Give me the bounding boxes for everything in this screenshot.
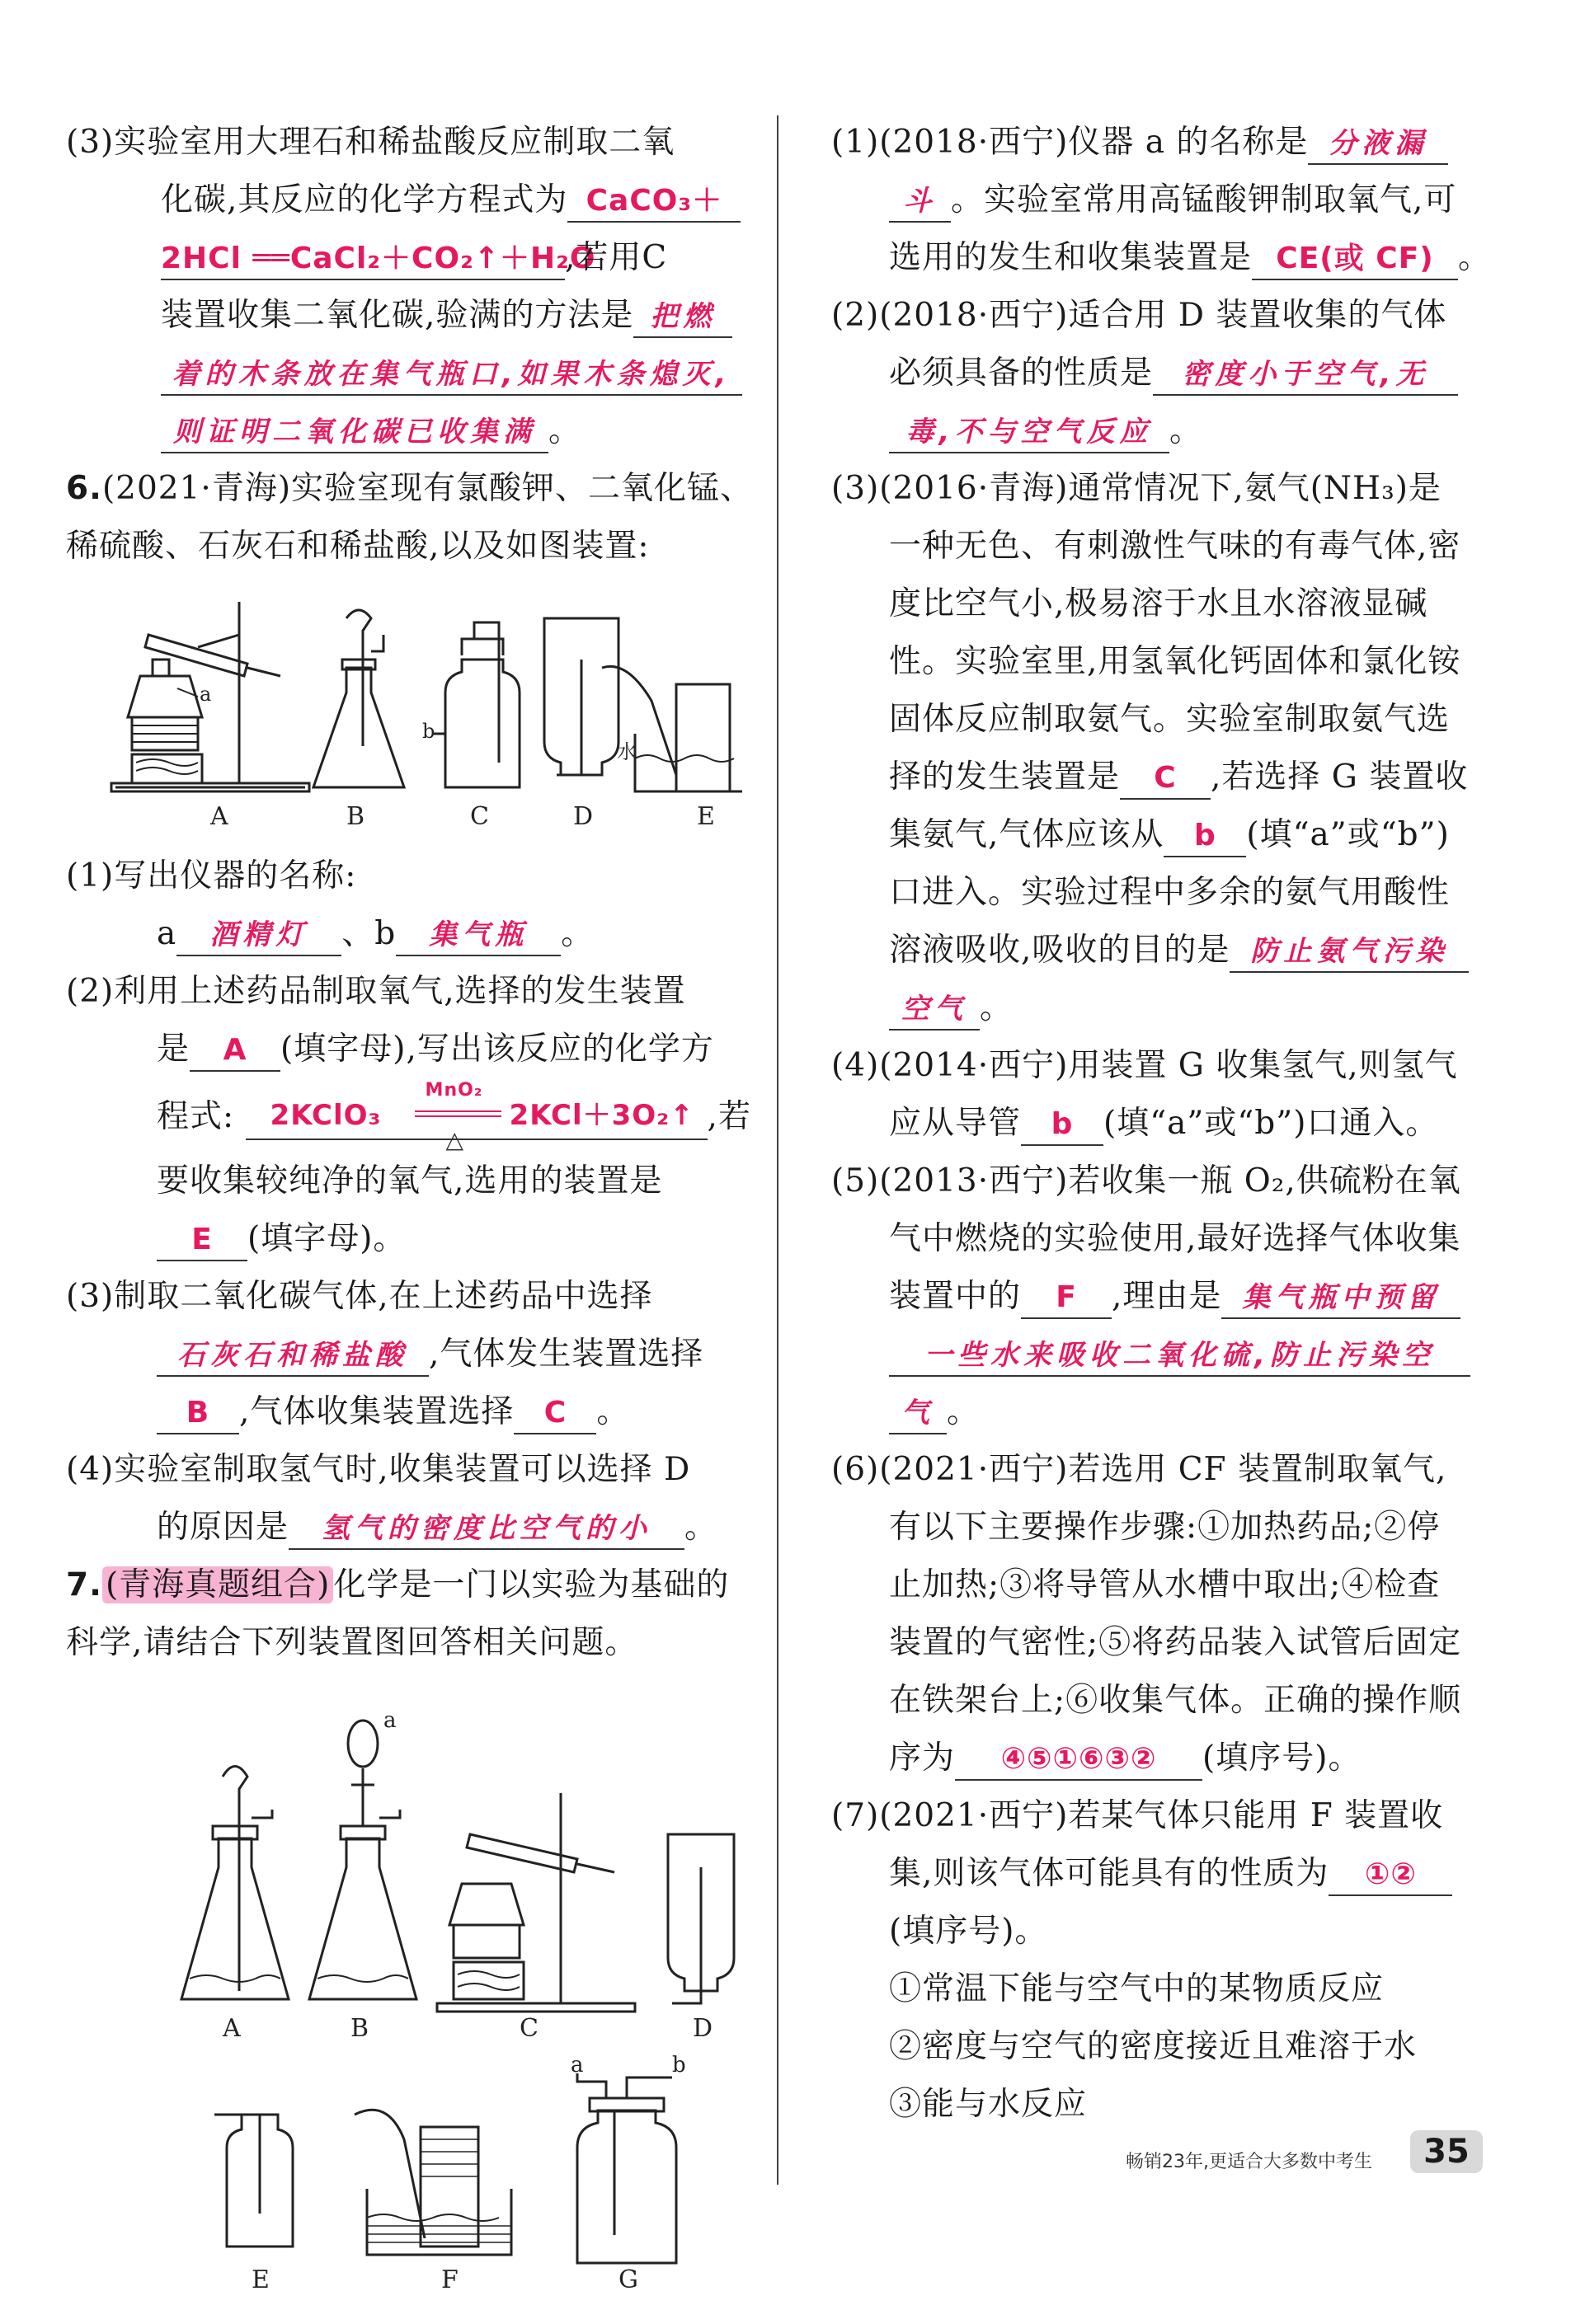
answer-collector-c: C <box>514 1393 596 1434</box>
fig2-label-b: B <box>350 2014 369 2040</box>
fig1-label-a: A <box>210 802 228 831</box>
fig3-label-f: F <box>441 2265 459 2294</box>
q5-part3-line5 <box>161 350 742 397</box>
q7-part6-line4: 装置的气密性;⑤将药品装入试管后固定 <box>889 1624 1462 1661</box>
fig2-label-a: A <box>223 2014 241 2040</box>
fig3-pointer-a: a <box>571 2053 584 2078</box>
q7-part3-line3: 度比空气小,极易溶于水且水溶液显碱 <box>889 585 1428 622</box>
q7-part6-line1: (6)(2021·西宁)若选用 CF 装置制取氧气, <box>831 1451 1447 1488</box>
fig1-label-e: E <box>697 802 715 831</box>
fig2-label-c: C <box>520 2014 539 2040</box>
apparatus-figure-3-svg <box>214 2049 709 2296</box>
q7-part2-line2: 必须具备的性质是 密度小于空气,无 <box>889 350 1458 397</box>
apparatus-figure-2 <box>165 1678 742 2040</box>
q7-part3-line10: 空气 。 <box>889 985 1013 1031</box>
q7-part5-line5: 气 。 <box>889 1389 980 1435</box>
answer-operation-order: ④⑤①⑥③② <box>955 1739 1202 1781</box>
q5-part3-line1: (3)实验室用大理石和稀盐酸反应制取二氧 <box>66 124 675 161</box>
answer-d-property-end: 毒,不与空气反应 <box>889 412 1169 453</box>
q6-part2-line5: E (填字母)。 <box>157 1216 406 1262</box>
q7-part3-line2: 一种无色、有刺激性气味的有毒气体,密 <box>889 528 1461 565</box>
q5-part3-line4: 装置收集二氧化碳,验满的方法是 把燃 <box>161 293 732 339</box>
q7-part1-line1: (1)(2018·西宁)仪器 a 的名称是 分液漏 <box>831 120 1448 166</box>
fig1-label-d: D <box>573 802 594 831</box>
q5-part3-line2: 化碳,其反应的化学方程式为 CaCO₃＋ <box>161 177 741 223</box>
answer-kmno4-devices: CE(或 CF) <box>1252 239 1458 280</box>
q7-part1-line2: 斗 。实验室常用高锰酸钾制取氧气,可 <box>889 177 1456 223</box>
q7-part6-line5: 在铁架台上;⑥收集气体。正确的操作顺 <box>889 1682 1462 1719</box>
q6-part3-line1: (3)制取二氧化碳气体,在上述药品中选择 <box>66 1278 653 1315</box>
option-1: ①常温下能与空气中的某物质反应 <box>889 1970 1385 2007</box>
fig3-label-g: G <box>618 2265 638 2294</box>
answer-separatory-end: 斗 <box>889 181 951 223</box>
q7-part5-line3: 装置中的 F ,理由是 集气瓶中预留 <box>889 1274 1460 1320</box>
q6-part1: (1)写出仪器的名称: <box>66 857 357 894</box>
answer-verify-end: 则证明二氧化碳已收集满 <box>161 412 548 453</box>
answer-absorb-purpose-start: 防止氨气污染 <box>1230 932 1469 973</box>
q7-part6-line3: 止加热;③将导管从水槽中取出;④检查 <box>889 1566 1441 1603</box>
answer-generator-a: A <box>190 1031 280 1072</box>
option-3: ③能与水反应 <box>889 2086 1088 2123</box>
answer-ammonia-inlet: b <box>1164 816 1246 857</box>
apparatus-figure-1-svg <box>99 585 742 833</box>
footer-slogan: 畅销23年,更适合大多数中考生 <box>1126 2152 1372 2172</box>
q7-part3-line7: 集氨气,气体应该从 b (填“a”或“b”) <box>889 812 1450 858</box>
answer-gas-jar: 集气瓶 <box>396 915 561 956</box>
fig1-pointer-b: b <box>422 720 435 743</box>
q7-part2-line1: (2)(2018·西宁)适合用 D 装置收集的气体 <box>831 297 1447 334</box>
answer-generator-b: B <box>157 1393 239 1434</box>
q7-part4-line1: (4)(2014·西宁)用装置 G 收集氢气,则氢气 <box>831 1047 1458 1084</box>
q5-part3-line6: 则证明二氧化碳已收集满 。 <box>161 408 581 454</box>
answer-hydrogen-reason: 氢气的密度比空气的小 <box>289 1509 684 1550</box>
answer-verify-start: 把燃 <box>633 297 732 338</box>
q7-part5-line1: (5)(2013·西宁)若收集一瓶 O₂,供硫粉在氧 <box>831 1162 1461 1200</box>
apparatus-figure-3 <box>214 2049 709 2296</box>
q6-part4-line2: 的原因是 氢气的密度比空气的小 。 <box>157 1505 717 1551</box>
page-number: 35 <box>1410 2130 1483 2173</box>
fig1-pointer-a: a <box>200 683 212 706</box>
q7-part7-line2: 集,则该气体可能具有的性质为 ①② <box>889 1851 1452 1897</box>
q6-part2-line3: 程式: 2KClO₃ MnO₂ △ 2KCl＋3O₂↑ ,若 <box>157 1080 751 1153</box>
answer-oxygen-collector: F <box>1021 1278 1112 1319</box>
q6-part4-line1: (4)实验室制取氢气时,收集装置可以选择 D <box>66 1451 691 1488</box>
fig1-label-c: C <box>470 802 489 831</box>
answer-reason-end: 气 <box>889 1393 947 1434</box>
answer-collector-e: E <box>157 1220 247 1261</box>
option-2: ②密度与空气的密度接近且难溶于水 <box>889 2028 1418 2065</box>
answer-equation-co2: 2HCl ══CaCl₂＋CO₂↑＋H₂O <box>161 239 565 280</box>
q7-part3-line6: 择的发生装置是 C ,若选择 G 装置收 <box>889 754 1468 800</box>
answer-hydrogen-inlet: b <box>1021 1105 1103 1146</box>
q6-part3-line2: 石灰石和稀盐酸 ,气体发生装置选择 <box>157 1331 703 1378</box>
q6-part2-line1: (2)利用上述药品制取氧气,选择的发生装置 <box>66 973 686 1010</box>
q7-source-tag: (青海真题组合) <box>102 1566 333 1603</box>
q6-part2-line2: 是 A (填字母),写出该反应的化学方 <box>157 1026 714 1073</box>
q7-part7-line3: (填序号)。 <box>889 1913 1048 1950</box>
answer-caco3: CaCO₃＋ <box>567 181 741 223</box>
q7-part5-line4 <box>889 1331 1470 1378</box>
answer-equation-kclo3: 2KClO₃ MnO₂ △ 2KCl＋3O₂↑ <box>246 1092 708 1140</box>
q7-part6-line2: 有以下主要操作步骤:①加热药品;②停 <box>889 1509 1441 1546</box>
q6-line2: 稀硫酸、石灰石和稀盐酸,以及如图装置: <box>66 528 650 565</box>
q7-part3-line1: (3)(2016·青海)通常情况下,氨气(NH₃)是 <box>831 470 1442 507</box>
fig3-pointer-b: b <box>672 2053 686 2078</box>
answer-separatory-start: 分液漏 <box>1308 124 1448 165</box>
answer-verify-mid: 着的木条放在集气瓶口,如果木条熄灭, <box>161 354 742 396</box>
q7-part4-line2: 应从导管 b (填“a”或“b”)口通入。 <box>889 1101 1438 1147</box>
q7-part3-line4: 性。实验室里,用氢氧化钙固体和氯化铵 <box>889 643 1461 680</box>
fig2-label-d: D <box>693 2014 713 2040</box>
q6-part3-line3: B ,气体收集装置选择 C 。 <box>157 1389 629 1435</box>
fig1-water: 水 <box>617 740 637 763</box>
answer-reagents: 石灰石和稀盐酸 <box>157 1336 429 1377</box>
q7-line2: 科学,请结合下列装置图回答相关问题。 <box>66 1624 638 1661</box>
q7-part3-line9: 溶液吸收,吸收的目的是 防止氨气污染 <box>889 927 1469 974</box>
fig2-pointer-a: a <box>383 1708 397 1733</box>
apparatus-figure-2-svg <box>165 1678 742 2040</box>
answer-reason-mid: 一些水来吸收二氧化硫,防止污染空 <box>889 1336 1470 1377</box>
answer-d-property-start: 密度小于空气,无 <box>1153 354 1458 396</box>
q5-part3-line3: 2HCl ══CaCl₂＋CO₂↑＋H₂O,若用C <box>161 235 667 281</box>
q7-part2-line3: 毒,不与空气反应 。 <box>889 408 1202 454</box>
fig3-label-e: E <box>252 2265 270 2294</box>
q7-part7-line1: (7)(2021·西宁)若某气体只能用 F 装置收 <box>831 1797 1444 1834</box>
answer-alcohol-lamp: 酒精灯 <box>176 915 341 956</box>
q6-line1: 6.(2021·青海)实验室现有氯酸钾、二氧化锰、 <box>66 470 754 507</box>
apparatus-figure-1 <box>99 585 742 833</box>
answer-ammonia-generator: C <box>1120 758 1211 800</box>
answer-absorb-purpose-end: 空气 <box>889 989 980 1031</box>
answer-reason-start: 集气瓶中预留 <box>1221 1278 1460 1319</box>
q7-part6-line6: 序为 ④⑤①⑥③② (填序号)。 <box>889 1735 1361 1782</box>
column-divider <box>777 115 778 2185</box>
q7-line1: 7. (青海真题组合) 化学是一门以实验为基础的 <box>66 1566 730 1603</box>
q6-part1-answers: a 酒精灯 、b 集气瓶 。 <box>157 911 594 957</box>
q7-part5-line2: 气中燃烧的实验使用,最好选择气体收集 <box>889 1220 1461 1257</box>
q7-part3-line8: 口进入。实验过程中多余的氨气用酸性 <box>889 874 1451 911</box>
fig1-label-b: B <box>346 802 365 831</box>
q7-part1-line3: 选用的发生和收集装置是 CE(或 CF) 。 <box>889 235 1491 281</box>
answer-gas-property: ①② <box>1329 1855 1452 1896</box>
q7-part3-line5: 固体反应制取氨气。实验室制取氨气选 <box>889 701 1451 738</box>
q6-part2-line4: 要收集较纯净的氧气,选用的装置是 <box>157 1162 663 1200</box>
